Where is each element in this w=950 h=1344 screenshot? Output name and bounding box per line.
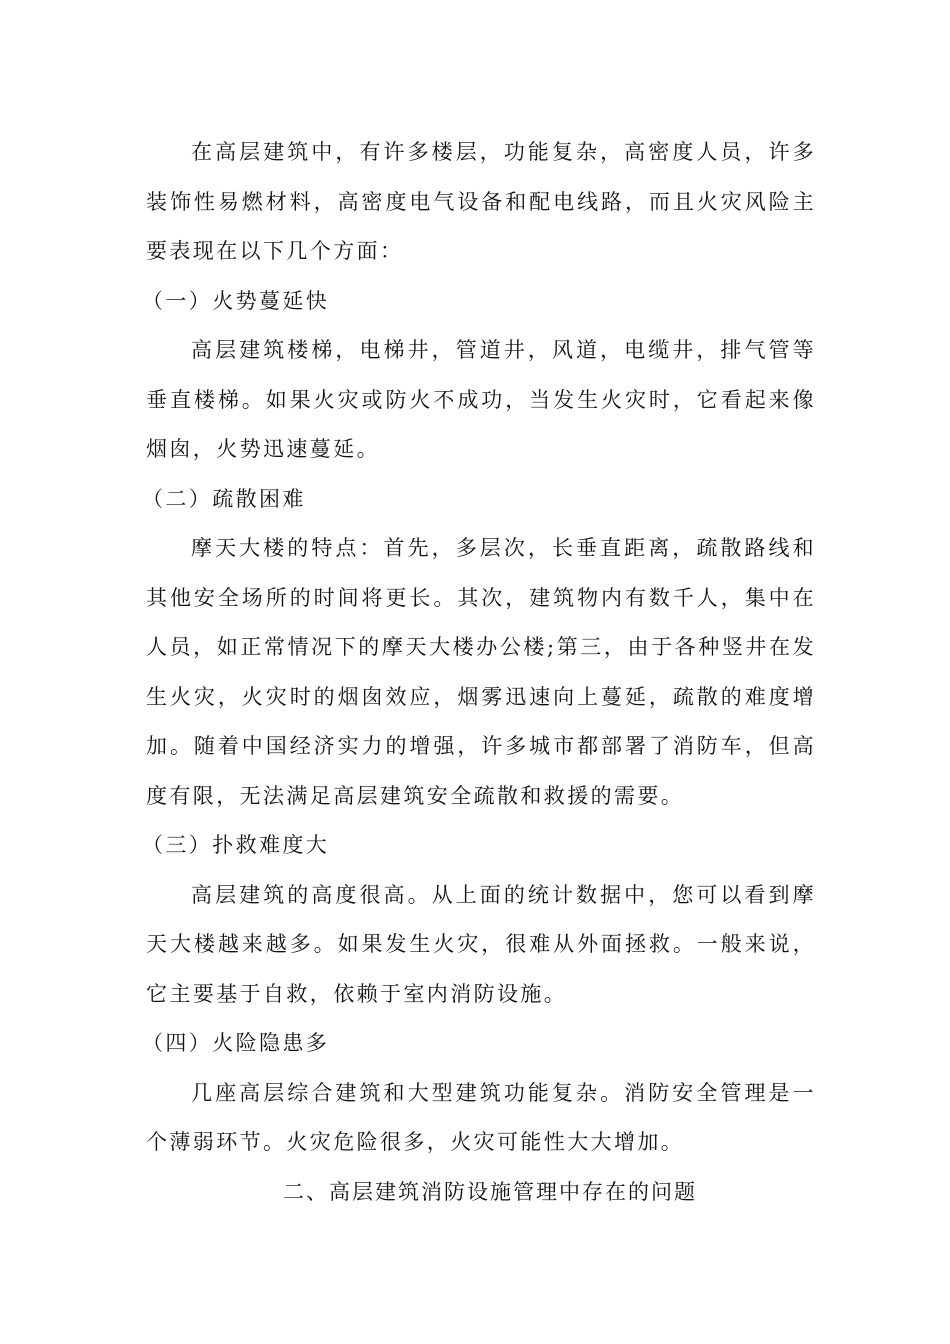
subheading-fire-spread: （一）火势蔓延快 bbox=[142, 288, 330, 313]
paragraph-hazards: 几座高层综合建筑和大型建筑功能复杂。消防安全管理是一个薄弱环节。火灾危险很多，火灾可能性大大增加。 bbox=[146, 1080, 816, 1154]
document-body bbox=[142, 128, 816, 1217]
subheading-hazards: （四）火险隐患多 bbox=[142, 1031, 330, 1055]
paragraph-fire-spread: 高层建筑楼梯，电梯井，管道井，风道，电缆井，排气管等垂直楼梯。如果火灾或防火不成功，当发生火灾时，它看起来像烟囱，火势迅速蔓延。 bbox=[146, 338, 816, 461]
subheading-evacuation: （二）疏散困难 bbox=[142, 486, 306, 511]
intro-paragraph: 在高层建筑中，有许多楼层，功能复杂，高密度人员，许多装饰性易燃材料，高密度电气设备和配电线路，而且火灾风险主要表现在以下几个方面： bbox=[146, 140, 816, 263]
paragraph-evacuation: 摩天大楼的特点：首先，多层次，长垂直距离，疏散路线和其他安全场所的时间将更长。其次，建筑物内有数千人，集中在人员，如正常情况下的摩天大楼办公楼;第三，由于各种竖井在发生火灾，火灾时的烟囱效应，烟雾迅速向上蔓延，疏散的难度增加。随着中国经济实力的增强，许多城市都部署了消防车，但高度有限，无法满足高层建筑安全疏散和救援的需要。 bbox=[146, 536, 816, 808]
section-title: 二、高层建筑消防设施管理中存在的问题 bbox=[283, 1179, 697, 1204]
paragraph-firefighting: 高层建筑的高度很高。从上面的统计数据中，您可以看到摩天大楼越来越多。如果发生火灾，很难从外面拯救。一般来说，它主要基于自救，依赖于室内消防设施。 bbox=[146, 882, 816, 1006]
subheading-firefighting: （三）扑救难度大 bbox=[142, 833, 330, 857]
